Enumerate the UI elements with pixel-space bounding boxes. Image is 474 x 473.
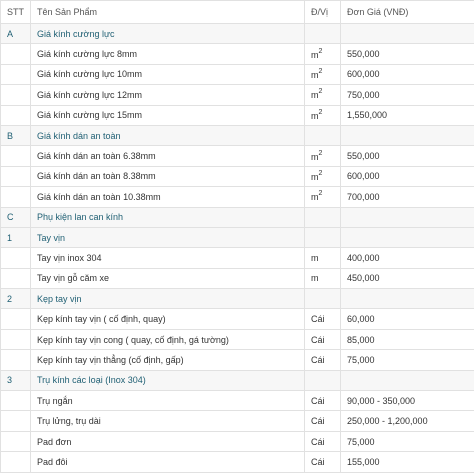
unit-text: Cái xyxy=(311,396,325,406)
unit-text: Cái xyxy=(311,314,325,324)
section-row xyxy=(1,289,474,309)
table-row xyxy=(1,85,474,105)
cell-unit xyxy=(305,24,341,44)
cell-unit xyxy=(305,452,341,472)
cell-stt: A xyxy=(1,24,31,44)
cell-stt xyxy=(1,391,31,411)
cell-stt xyxy=(1,411,31,431)
header-unit-price: Đơn Giá (VNĐ) xyxy=(341,1,474,24)
unit-text: m xyxy=(311,152,319,162)
cell-stt xyxy=(1,452,31,472)
cell-stt: 3 xyxy=(1,370,31,390)
cell-product-name: Phụ kiện lan can kính xyxy=(31,207,305,227)
unit-text: m xyxy=(311,172,319,182)
cell-product-name: Giá kính dán an toàn 10.38mm xyxy=(31,187,305,207)
header-product-name: Tên Sản Phẩm xyxy=(31,1,305,24)
cell-unit-price: 155,000 xyxy=(341,452,474,472)
unit-text: Cái xyxy=(311,355,325,365)
cell-unit-price xyxy=(341,227,474,247)
cell-unit-price: 550,000 xyxy=(341,44,474,64)
cell-unit xyxy=(305,431,341,451)
header-unit: Đ/Vị xyxy=(305,1,341,24)
unit-exponent: 2 xyxy=(319,170,323,177)
cell-stt xyxy=(1,85,31,105)
table-row xyxy=(1,452,474,472)
cell-product-name: Giá kính cường lực 15mm xyxy=(31,105,305,125)
cell-unit xyxy=(305,289,341,309)
cell-product-name: Pad đôi xyxy=(31,452,305,472)
table-row xyxy=(1,431,474,451)
cell-product-name: Kẹp tay vịn xyxy=(31,289,305,309)
cell-stt xyxy=(1,268,31,288)
unit-text: Cái xyxy=(311,335,325,345)
unit-text: Cái xyxy=(311,416,325,426)
cell-unit-price: 400,000 xyxy=(341,248,474,268)
cell-unit xyxy=(305,105,341,125)
table-header-row xyxy=(1,1,474,24)
table-row xyxy=(1,329,474,349)
cell-product-name: Kẹp kính tay vịn thẳng (cố định, gấp) xyxy=(31,350,305,370)
section-row xyxy=(1,227,474,247)
cell-unit-price: 750,000 xyxy=(341,85,474,105)
cell-stt xyxy=(1,187,31,207)
cell-product-name: Kẹp kính tay vịn cong ( quay, cố định, gá tường) xyxy=(31,329,305,349)
cell-unit-price: 550,000 xyxy=(341,146,474,166)
cell-unit-price: 600,000 xyxy=(341,166,474,186)
cell-stt xyxy=(1,166,31,186)
table-row xyxy=(1,105,474,125)
unit-text: Cái xyxy=(311,437,325,447)
cell-stt xyxy=(1,105,31,125)
cell-product-name: Giá kính dán an toàn 6.38mm xyxy=(31,146,305,166)
cell-product-name: Tay vịn xyxy=(31,227,305,247)
table-row xyxy=(1,146,474,166)
table-row xyxy=(1,309,474,329)
cell-product-name: Trụ lửng, trụ dài xyxy=(31,411,305,431)
unit-text: Cái xyxy=(311,457,325,467)
header-stt: STT xyxy=(1,1,31,24)
cell-unit xyxy=(305,64,341,84)
cell-stt xyxy=(1,44,31,64)
cell-product-name: Giá kính dán an toàn xyxy=(31,125,305,145)
cell-unit xyxy=(305,248,341,268)
cell-product-name: Giá kính cường lực 8mm xyxy=(31,44,305,64)
cell-unit-price: 450,000 xyxy=(341,268,474,288)
cell-stt xyxy=(1,146,31,166)
cell-unit xyxy=(305,411,341,431)
cell-unit-price xyxy=(341,24,474,44)
cell-unit-price: 60,000 xyxy=(341,309,474,329)
cell-unit xyxy=(305,125,341,145)
cell-unit-price xyxy=(341,125,474,145)
cell-product-name: Tay vịn gỗ căm xe xyxy=(31,268,305,288)
table-row xyxy=(1,268,474,288)
table-row xyxy=(1,187,474,207)
cell-unit-price: 250,000 - 1,200,000 xyxy=(341,411,474,431)
cell-unit-price: 1,550,000 xyxy=(341,105,474,125)
cell-unit xyxy=(305,207,341,227)
cell-unit xyxy=(305,268,341,288)
table-row xyxy=(1,350,474,370)
cell-unit xyxy=(305,227,341,247)
cell-unit-price: 700,000 xyxy=(341,187,474,207)
cell-product-name: Trụ ngắn xyxy=(31,391,305,411)
table-row xyxy=(1,64,474,84)
cell-stt xyxy=(1,309,31,329)
cell-unit-price xyxy=(341,289,474,309)
section-row xyxy=(1,125,474,145)
cell-unit-price: 600,000 xyxy=(341,64,474,84)
cell-stt xyxy=(1,248,31,268)
unit-text: m xyxy=(311,50,319,60)
table-row xyxy=(1,166,474,186)
cell-unit-price: 90,000 - 350,000 xyxy=(341,391,474,411)
cell-unit xyxy=(305,85,341,105)
cell-unit xyxy=(305,187,341,207)
cell-unit xyxy=(305,146,341,166)
unit-text: m xyxy=(311,111,319,121)
cell-stt: B xyxy=(1,125,31,145)
section-row xyxy=(1,207,474,227)
table-row xyxy=(1,248,474,268)
table-row xyxy=(1,391,474,411)
cell-stt: 1 xyxy=(1,227,31,247)
cell-product-name: Giá kính cường lực xyxy=(31,24,305,44)
section-row xyxy=(1,370,474,390)
cell-unit xyxy=(305,329,341,349)
cell-unit-price: 75,000 xyxy=(341,350,474,370)
cell-product-name: Pad đơn xyxy=(31,431,305,451)
cell-stt xyxy=(1,64,31,84)
cell-unit xyxy=(305,309,341,329)
unit-text: m xyxy=(311,253,319,263)
cell-stt xyxy=(1,350,31,370)
table-row xyxy=(1,44,474,64)
cell-product-name: Giá kính cường lực 10mm xyxy=(31,64,305,84)
cell-product-name: Giá kính dán an toàn 8.38mm xyxy=(31,166,305,186)
unit-exponent: 2 xyxy=(319,109,323,116)
cell-unit xyxy=(305,391,341,411)
unit-exponent: 2 xyxy=(319,48,323,55)
cell-product-name: Trụ kính các loại (Inox 304) xyxy=(31,370,305,390)
cell-product-name: Tay vịn inox 304 xyxy=(31,248,305,268)
unit-exponent: 2 xyxy=(319,88,323,95)
unit-exponent: 2 xyxy=(319,190,323,197)
cell-unit-price: 85,000 xyxy=(341,329,474,349)
cell-unit xyxy=(305,44,341,64)
cell-stt: 2 xyxy=(1,289,31,309)
cell-stt: C xyxy=(1,207,31,227)
cell-unit xyxy=(305,166,341,186)
cell-unit-price: 75,000 xyxy=(341,431,474,451)
section-row xyxy=(1,24,474,44)
table-body xyxy=(1,24,474,473)
cell-stt xyxy=(1,431,31,451)
unit-text: m xyxy=(311,192,319,202)
cell-unit-price xyxy=(341,370,474,390)
table-row xyxy=(1,411,474,431)
cell-unit xyxy=(305,370,341,390)
cell-stt xyxy=(1,329,31,349)
unit-text: m xyxy=(311,273,319,283)
unit-text: m xyxy=(311,70,319,80)
unit-text: m xyxy=(311,90,319,100)
cell-product-name: Giá kính cường lực 12mm xyxy=(31,85,305,105)
unit-exponent: 2 xyxy=(319,150,323,157)
unit-exponent: 2 xyxy=(319,68,323,75)
cell-unit xyxy=(305,350,341,370)
cell-product-name: Kẹp kính tay vịn ( cố định, quay) xyxy=(31,309,305,329)
cell-unit-price xyxy=(341,207,474,227)
